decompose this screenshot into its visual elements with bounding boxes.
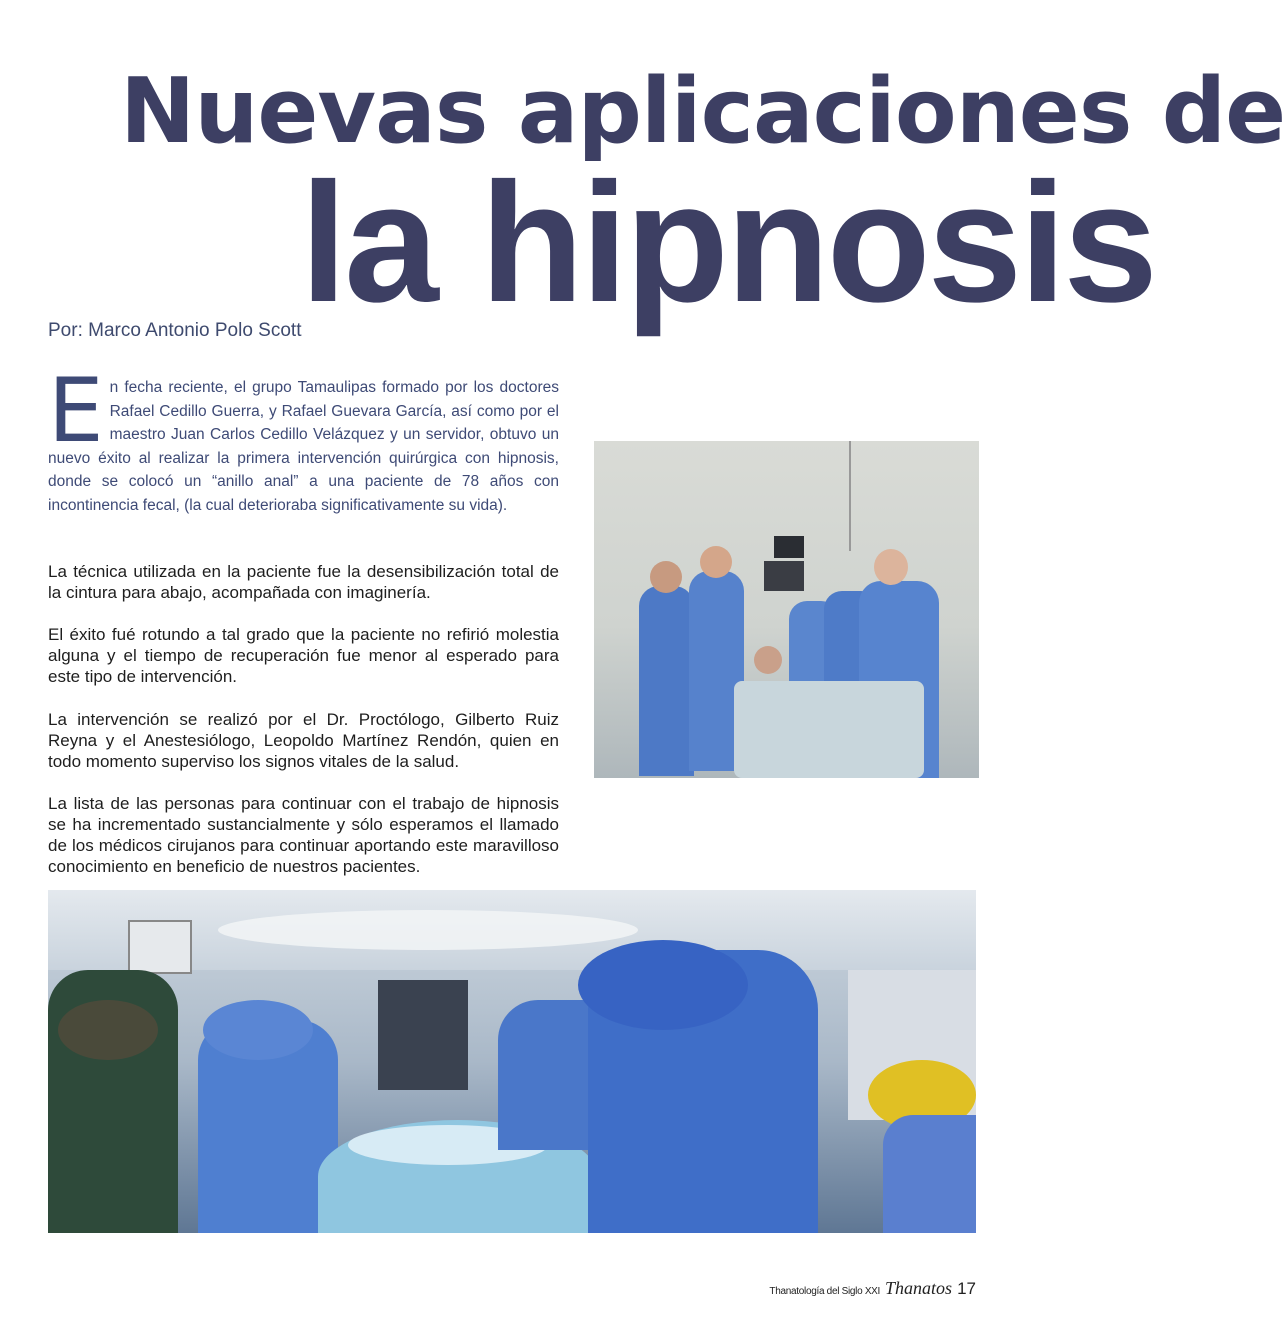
page-number: 17 [957,1279,976,1298]
byline: Por: Marco Antonio Polo Scott [48,320,302,341]
team-photo [594,441,979,778]
surgery-photo [48,890,976,1233]
body-paragraph-2: El éxito fué rotundo a tal grado que la paciente no refirió molestia alguna y el tiempo de recuperación fue menor al esperado para este tipo de intervención. [48,625,559,686]
footer-brand-logo: Thanatos [885,1278,953,1298]
intro-paragraph [48,359,559,517]
intro-text: n fecha reciente, el grupo Tamaulipas formado por los doctores Rafael Cedillo Guerra, y Rafael Guevara García, así como por el maestro Juan Carlos Cedillo Velázquez y un servidor, obtuvo un nuevo éxito al realizar la primera intervención quirúrgica con hipnosis, donde se colocó un “anillo anal” a una paciente de 78 años con incontinencia fecal, (la cual deterioraba significativamente su vida). [48,379,559,514]
body-paragraph-4: La lista de las personas para continuar con el trabajo de hipnosis se ha incrementado sustancialmente y sólo esperamos el llamado de los médicos cirujanos para continuar aportando este maravilloso conocimiento en beneficio de nuestros pacientes. [48,794,559,876]
drop-cap: E [48,359,104,462]
headline-line-2: la hipnosis [300,148,1155,338]
headline-line-1: Nuevas aplicaciones de [120,59,1285,164]
footer-publication: Thanatología del Siglo XXI [769,1286,881,1297]
body-paragraph-1: La técnica utilizada en la paciente fue la desensibilización total de la cintura para abajo, acompañada con imaginería. [48,562,559,602]
page-footer [769,1278,976,1299]
body-paragraph-3: La intervención se realizó por el Dr. Proctólogo, Gilberto Ruiz Reyna y el Anestesiólogo, Leopoldo Martínez Rendón, quien en todo momento superviso los signos vitales de la salud. [48,710,559,771]
